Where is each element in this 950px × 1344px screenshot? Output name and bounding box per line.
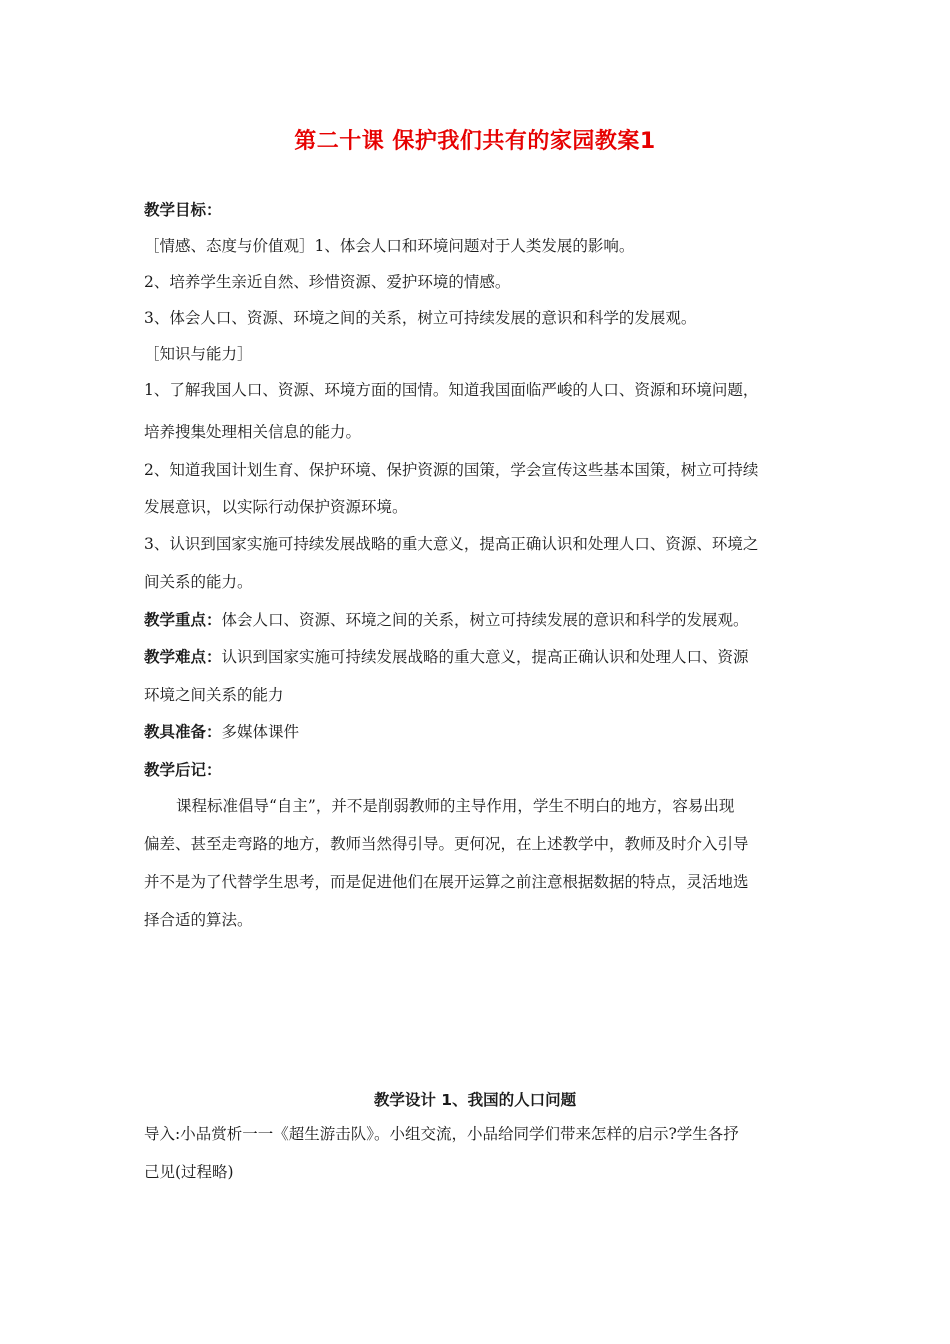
objective-line: ［情感、态度与价值观］1、体会人口和环境问题对于人类发展的影响。 xyxy=(144,237,635,255)
objective-line: 3、认识到国家实施可持续发展战略的重大意义，提高正确认识和处理人口、资源、环境之 xyxy=(144,535,759,553)
objective-line: 发展意识，以实际行动保护资源环境。 xyxy=(144,498,408,516)
difficulty-continued: 环境之间关系的能力 xyxy=(144,686,284,704)
postscript-line: 课程标准倡导“自主”，并不是削弱教师的主导作用，学生不明白的地方，容易出现 xyxy=(176,797,735,815)
key-point-text: 体会人口、资源、环境之间的关系，树立可持续发展的意识和科学的发展观。 xyxy=(221,611,749,629)
design-heading: 教学设计 1、我国的人口问题 xyxy=(373,1091,577,1109)
tools-text: 多媒体课件 xyxy=(221,723,300,741)
objectives-heading: 教学目标： xyxy=(144,201,222,219)
postscript-line: 择合适的算法。 xyxy=(144,911,253,929)
objective-line: 培养搜集处理相关信息的能力。 xyxy=(144,423,362,441)
tools-label: 教具准备： xyxy=(144,723,222,741)
difficulty-text: 认识到国家实施可持续发展战略的重大意义，提高正确认识和处理人口、资源 xyxy=(221,648,749,666)
document-title: 第二十课 保护我们共有的家园教案1 xyxy=(294,129,656,154)
key-point xyxy=(144,610,749,630)
difficulty xyxy=(144,647,749,667)
objective-line: 3、体会人口、资源、环境之间的关系，树立可持续发展的意识和科学的发展观。 xyxy=(144,309,697,327)
design-line: 导入:小品赏析一一《超生游击队》。小组交流，小品给同学们带来怎样的启示?学生各抒 xyxy=(144,1125,739,1143)
postscript-heading: 教学后记： xyxy=(144,761,222,779)
key-point-label: 教学重点： xyxy=(144,611,222,629)
postscript-line: 并不是为了代替学生思考，而是促进他们在展开运算之前注意根据数据的特点，灵活地选 xyxy=(144,873,749,891)
design-line: 己见(过程略) xyxy=(144,1163,234,1181)
postscript-line: 偏差、甚至走弯路的地方，教师当然得引导。更何况，在上述教学中，教师及时介入引导 xyxy=(144,835,749,853)
tools xyxy=(144,722,299,742)
objective-line: 间关系的能力。 xyxy=(144,573,253,591)
difficulty-label: 教学难点： xyxy=(144,648,222,666)
objective-line: ［知识与能力］ xyxy=(144,345,253,363)
objective-line: 1、了解我国人口、资源、环境方面的国情。知道我国面临严峻的人口、资源和环境问题， xyxy=(144,381,759,399)
objective-line: 2、培养学生亲近自然、珍惜资源、爱护环境的情感。 xyxy=(144,273,511,291)
objective-line: 2、知道我国计划生育、保护环境、保护资源的国策，学会宣传这些基本国策，树立可持续 xyxy=(144,461,759,479)
